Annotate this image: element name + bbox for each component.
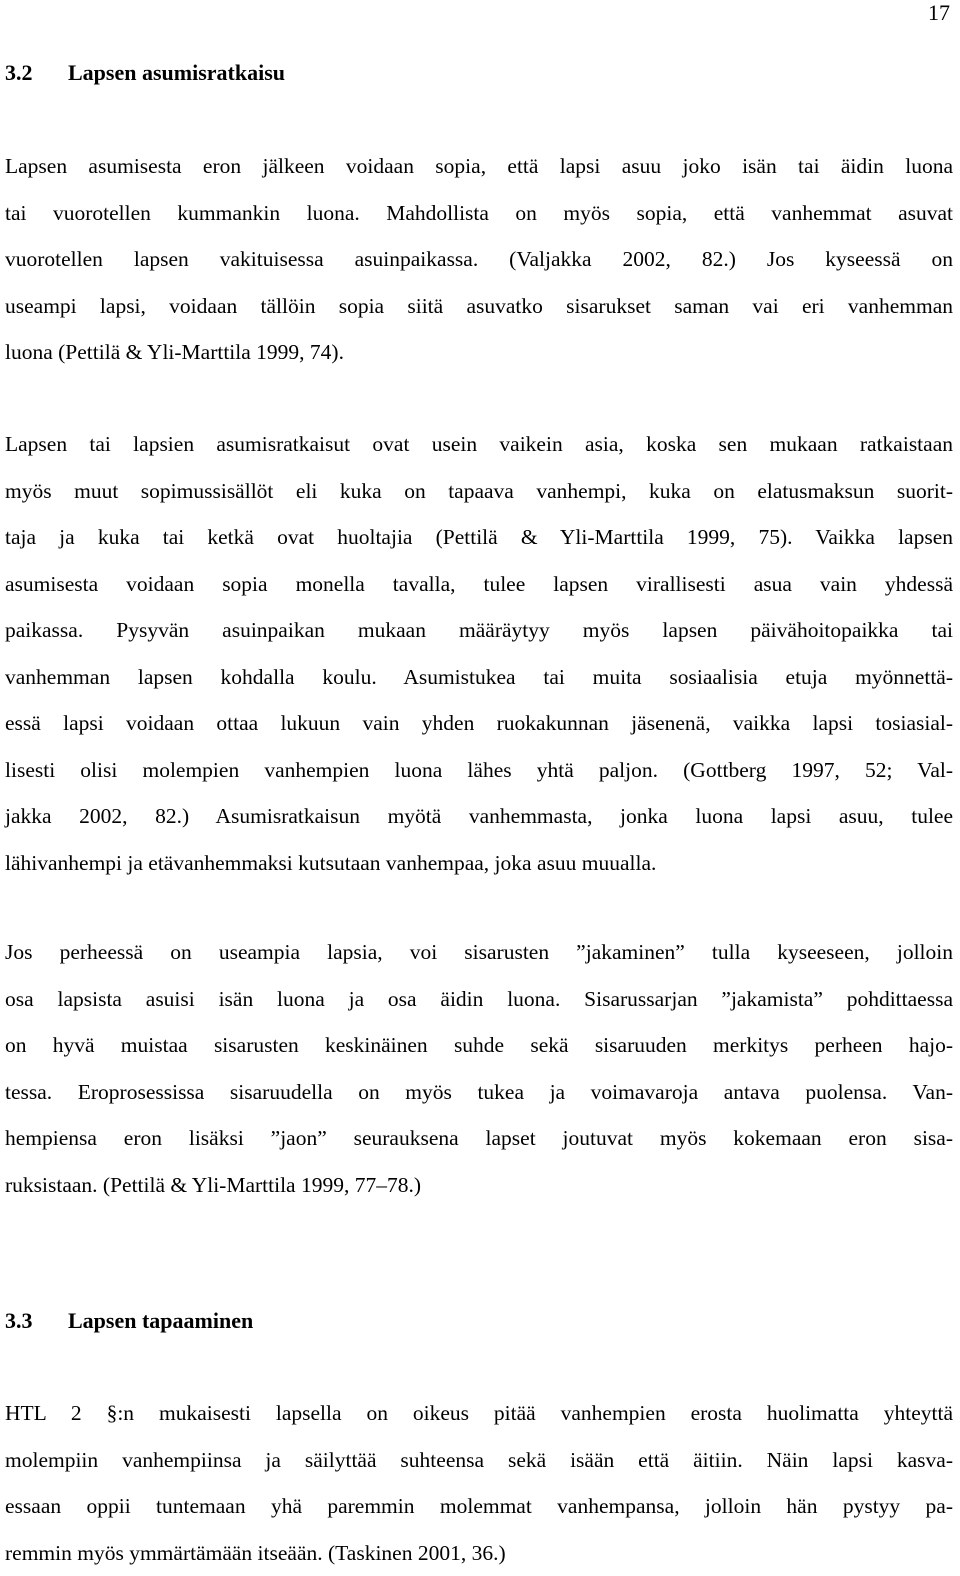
text-line: vuorotellen lapsen vakituisessa asuinpaikassa. (Valjakka 2002, 82.) Jos kyseessä on xyxy=(5,247,953,271)
text-line: Jos perheessä on useampia lapsia, voi sisarusten ”jakaminen” tulla kyseeseen, jolloin xyxy=(5,940,953,964)
text-line: on hyvä muistaa sisarusten keskinäinen suhde sekä sisaruuden merkitys perheen hajo- xyxy=(5,1033,953,1057)
section-heading-3-3 xyxy=(5,1308,253,1334)
text-line: tessa. Eroprosessissa sisaruudella on myös tukea ja voimavaroja antava puolensa. Van- xyxy=(5,1079,953,1104)
text-line: lisesti olisi molempien vanhempien luona lähes yhtä paljon. (Gottberg 1997, 52; Val- xyxy=(5,757,953,782)
text-line: essaan oppii tuntemaan yhä paremmin molemmat vanhempansa, jolloin hän pystyy pa- xyxy=(5,1494,953,1518)
section-heading-3-2 xyxy=(5,60,285,86)
text-line: remmin myös ymmärtämään itseään. (Taskinen 2001, 36.) xyxy=(5,1540,506,1565)
paragraph-4 xyxy=(5,1390,953,1576)
text-line: hempiensa eron lisäksi ”jaon” seurauksena lapset joutuvat myös kokemaan eron sisa- xyxy=(5,1126,953,1150)
text-line: vanhemman lapsen kohdalla koulu. Asumistukea tai muita sosiaalisia etuja myönnettä- xyxy=(5,664,953,689)
paragraph-3 xyxy=(5,929,953,1208)
text-line: taja ja kuka tai ketkä ovat huoltajia (Pettilä & Yli-Marttila 1999, 75). Vaikka lapsen xyxy=(5,525,953,549)
text-line: molempiin vanhempiinsa ja säilyttää suhteensa sekä isään että äitiin. Näin lapsi kasva- xyxy=(5,1447,953,1472)
paragraph-2 xyxy=(5,421,953,886)
section-number: 3.3 xyxy=(5,1308,33,1333)
text-line: ruksistaan. (Pettilä & Yli-Marttila 1999, 77–78.) xyxy=(5,1172,421,1197)
text-line: jakka 2002, 82.) Asumisratkaisun myötä vanhemmasta, jonka luona lapsi asuu, tulee xyxy=(5,804,953,828)
text-line: essä lapsi voidaan ottaa lukuun vain yhden ruokakunnan jäsenenä, vaikka lapsi tosiasial- xyxy=(5,711,953,735)
text-line: tai vuorotellen kummankin luona. Mahdollista on myös sopia, että vanhemmat asuvat xyxy=(5,200,953,225)
text-line: luona (Pettilä & Yli-Marttila 1999, 74). xyxy=(5,340,344,364)
section-title: Lapsen tapaaminen xyxy=(68,1308,254,1333)
text-line: useampi lapsi, voidaan tällöin sopia siitä asuvatko sisarukset saman vai eri vanhemman xyxy=(5,293,953,318)
text-line: paikassa. Pysyvän asuinpaikan mukaan määräytyy myös lapsen päivähoitopaikka tai xyxy=(5,618,953,642)
text-line: Lapsen asumisesta eron jälkeen voidaan sopia, että lapsi asuu joko isän tai äidin luona xyxy=(5,154,953,178)
paragraph-1 xyxy=(5,143,953,376)
text-line: asumisesta voidaan sopia monella tavalla, tulee lapsen virallisesti asua vain yhdessä xyxy=(5,571,953,596)
section-title: Lapsen asumisratkaisu xyxy=(68,60,286,85)
text-line: osa lapsista asuisi isän luona ja osa äidin luona. Sisarussarjan ”jakamista” pohdittaessa xyxy=(5,986,953,1011)
page-number: 17 xyxy=(928,0,950,25)
text-line: Lapsen tai lapsien asumisratkaisut ovat usein vaikein asia, koska sen mukaan ratkaistaan xyxy=(5,432,953,456)
text-line: myös muut sopimussisällöt eli kuka on tapaava vanhempi, kuka on elatusmaksun suorit- xyxy=(5,478,953,503)
text-line: lähivanhempi ja etävanhemmaksi kutsutaan vanhempaa, joka asuu muualla. xyxy=(5,850,657,875)
text-line: HTL 2 §:n mukaisesti lapsella on oikeus pitää vanhempien erosta huolimatta yhteyttä xyxy=(5,1401,953,1425)
section-number: 3.2 xyxy=(5,60,33,85)
